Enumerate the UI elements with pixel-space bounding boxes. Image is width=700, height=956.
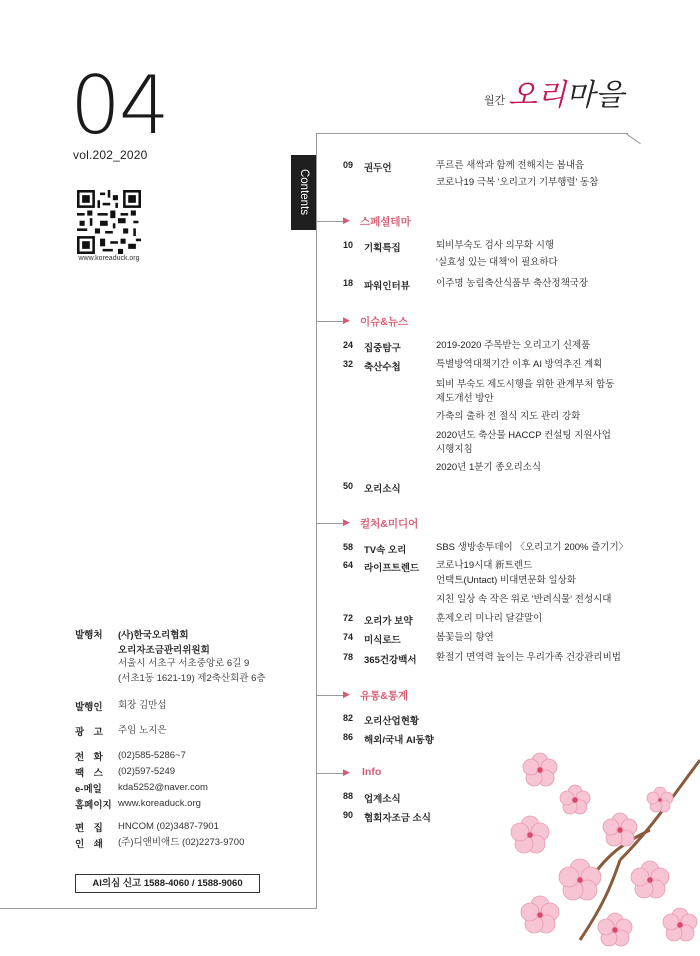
frame-top-line bbox=[316, 133, 628, 134]
toc-page-num: 78 bbox=[343, 652, 354, 662]
fax-value: (02)597-5249 bbox=[118, 766, 176, 777]
toc-category[interactable]: 라이프트렌드 bbox=[364, 563, 420, 574]
tel-value: (02)585-5286~7 bbox=[118, 750, 186, 761]
section-arrow-icon: ▶ bbox=[343, 315, 350, 325]
toc-description[interactable]: 특별방역대책기간 이후 AI 방역추진 계획 bbox=[436, 359, 603, 370]
section-line bbox=[316, 221, 346, 222]
toc-page-num: 64 bbox=[343, 560, 354, 570]
toc-description[interactable]: 2020년 1분기 종오리소식 bbox=[436, 462, 542, 473]
toc-category[interactable]: 해외/국내 AI동향 bbox=[364, 735, 434, 746]
qr-code-icon[interactable] bbox=[77, 190, 141, 254]
issue-number: 04 bbox=[70, 59, 168, 152]
toc-description[interactable]: '실효성 있는 대책'이 필요하다 bbox=[436, 257, 558, 268]
volume-label: vol.202_2020 bbox=[73, 148, 148, 162]
web-label: 홈페이지 bbox=[75, 800, 112, 811]
section-title: 유통&통계 bbox=[360, 690, 409, 702]
publisher-name: (사)한국오리협회 bbox=[118, 630, 189, 641]
toc-description[interactable]: 퇴비 부숙도 제도시행을 위한 관계부처 합동 bbox=[436, 379, 615, 390]
toc-page-num: 82 bbox=[343, 713, 354, 723]
toc-category[interactable]: 업계소식 bbox=[364, 794, 401, 805]
toc-category[interactable]: TV속 오리 bbox=[364, 545, 407, 556]
toc-page-num: 58 bbox=[343, 542, 354, 552]
cherry-blossom-icon bbox=[500, 740, 700, 956]
toc-description[interactable]: SBS 생방송투데이 〈오리고기 200% 즐기기〉 bbox=[436, 542, 629, 553]
toc-page-num: 10 bbox=[343, 240, 354, 250]
section-arrow-icon: ▶ bbox=[343, 517, 350, 527]
section-line bbox=[316, 523, 346, 524]
toc-category[interactable]: 오리산업현황 bbox=[364, 716, 420, 727]
print-value: (주)디앤비애드 (02)2273-9700 bbox=[118, 837, 245, 848]
qr-url: www.koreaduck.org bbox=[78, 255, 140, 262]
ad-value: 주임 노지은 bbox=[118, 725, 167, 736]
issuer-label: 발행인 bbox=[75, 702, 103, 713]
toc-page-num: 72 bbox=[343, 613, 354, 623]
toc-category[interactable]: 축산수첩 bbox=[364, 362, 401, 373]
toc-description[interactable]: 이주명 농림축산식품부 축산정책국장 bbox=[436, 278, 589, 289]
toc-page-num: 24 bbox=[343, 340, 354, 350]
magazine-logo: 오리마을 bbox=[508, 78, 624, 113]
ad-label: 광 고 bbox=[75, 727, 103, 738]
email-value[interactable]: kda5252@naver.com bbox=[118, 782, 208, 793]
section-line bbox=[316, 321, 346, 322]
toc-category[interactable]: 집중탐구 bbox=[364, 343, 401, 354]
edit-label: 편 집 bbox=[75, 823, 103, 834]
frame-vertical-line bbox=[316, 133, 317, 909]
publisher-address: 서울시 서초구 서초중앙로 6길 9 bbox=[118, 658, 250, 669]
toc-page-num: 09 bbox=[343, 160, 354, 170]
toc-page-num: 50 bbox=[343, 481, 354, 491]
publisher-committee: 오리자조금관리위원회 bbox=[118, 645, 210, 656]
toc-description[interactable]: 환절기 면역력 높이는 우리가족 건강관리비법 bbox=[436, 652, 621, 663]
toc-category[interactable]: 협회자조금 소식 bbox=[364, 813, 431, 824]
toc-page-num: 88 bbox=[343, 791, 354, 801]
toc-description[interactable]: 코로나19 극복 '오리고기 기부행렬' 동참 bbox=[436, 177, 599, 188]
toc-description[interactable]: 지친 일상 속 작은 위로 '반려식물' 전성시대 bbox=[436, 594, 612, 605]
toc-description[interactable]: 푸르른 새싹과 함께 전해지는 봄내음 bbox=[436, 160, 585, 171]
section-line bbox=[316, 773, 346, 774]
publisher-address-detail: (서초1동 1621-19) 제2축산회관 6층 bbox=[118, 673, 266, 684]
logo-small-label: 월간 bbox=[484, 95, 506, 107]
toc-page-num: 74 bbox=[343, 632, 354, 642]
toc-category[interactable]: 오리가 보약 bbox=[364, 616, 413, 627]
email-label: e-메일 bbox=[75, 784, 102, 795]
section-arrow-icon: ▶ bbox=[343, 767, 350, 777]
section-line bbox=[316, 695, 346, 696]
toc-category[interactable]: 오리소식 bbox=[364, 484, 401, 495]
toc-description[interactable]: 코로나19시대 新트렌드 bbox=[436, 560, 533, 571]
section-arrow-icon: ▶ bbox=[343, 215, 350, 225]
toc-category[interactable]: 권두언 bbox=[364, 163, 392, 174]
section-title: Info bbox=[362, 766, 382, 778]
section-arrow-icon: ▶ bbox=[343, 689, 350, 699]
toc-description[interactable]: 봄꽃들의 향연 bbox=[436, 632, 494, 643]
ai-report-box: AI의심 신고 1588-4060 / 1588-9060 bbox=[75, 874, 260, 893]
toc-description[interactable]: 언택트(Untact) 비대면문화 일상화 bbox=[436, 575, 577, 586]
toc-category[interactable]: 미식로드 bbox=[364, 635, 401, 646]
toc-category[interactable]: 파워인터뷰 bbox=[364, 281, 410, 292]
frame-bottom-line bbox=[0, 908, 317, 909]
tel-label: 전 화 bbox=[75, 752, 103, 763]
publisher-label: 발행처 bbox=[75, 630, 103, 641]
toc-description[interactable]: 훈제오리 미나리 달걀말이 bbox=[436, 613, 543, 624]
toc-page-num: 90 bbox=[343, 810, 354, 820]
contents-label: Contents bbox=[298, 168, 310, 216]
toc-description[interactable]: 시행지침 bbox=[436, 444, 473, 455]
print-label: 인 쇄 bbox=[75, 839, 103, 850]
section-title: 컬처&미디어 bbox=[360, 518, 419, 530]
toc-category[interactable]: 기획특집 bbox=[364, 243, 401, 254]
issuer-value: 회장 김만섭 bbox=[118, 700, 167, 711]
toc-description[interactable]: 퇴비부숙도 검사 의무화 시행 bbox=[436, 240, 555, 251]
toc-page-num: 18 bbox=[343, 278, 354, 288]
edit-value: HNCOM (02)3487-7901 bbox=[118, 821, 219, 832]
toc-description[interactable]: 2019-2020 주목받는 오리고기 신제품 bbox=[436, 340, 591, 351]
toc-page-num: 32 bbox=[343, 359, 354, 369]
fax-label: 팩 스 bbox=[75, 768, 103, 779]
section-title: 스페셜테마 bbox=[360, 216, 411, 228]
section-title: 이슈&뉴스 bbox=[360, 316, 409, 328]
toc-page-num: 86 bbox=[343, 732, 354, 742]
frame-corner-line bbox=[625, 133, 640, 144]
toc-description[interactable]: 가축의 출하 전 절식 지도 관리 강화 bbox=[436, 411, 581, 422]
toc-category[interactable]: 365건강백서 bbox=[364, 655, 417, 666]
toc-description[interactable]: 2020년도 축산물 HACCP 컨설팅 지원사업 bbox=[436, 430, 611, 441]
web-value[interactable]: www.koreaduck.org bbox=[118, 798, 201, 809]
toc-description[interactable]: 제도개선 방안 bbox=[436, 393, 494, 404]
